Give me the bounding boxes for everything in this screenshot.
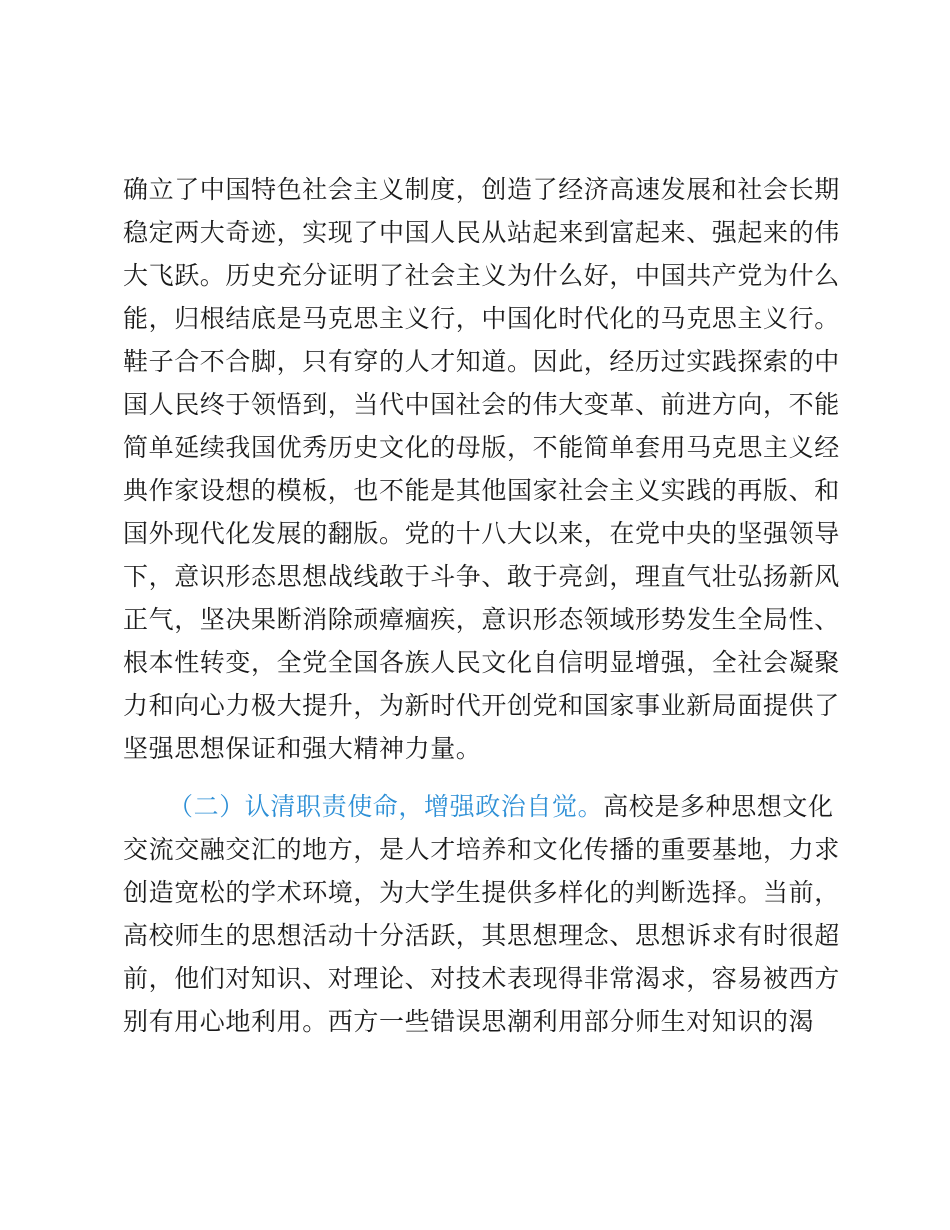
- text-line: 典作家设想的模板，也不能是其他国家社会主义实践的再版、和: [123, 476, 840, 505]
- text-segment: 高校是多种思想文化: [603, 792, 834, 821]
- text-line: 前，他们对知识、对理论、对技术表现得非常渴求，容易被西方: [123, 964, 840, 993]
- text-line: 鞋子合不合脚，只有穿的人才知道。因此，经历过实践探索的中: [123, 347, 840, 376]
- text-line: 交流交融交汇的地方，是人才培养和文化传播的重要基地，力求: [123, 835, 840, 864]
- text-line: 高校师生的思想活动十分活跃，其思想理念、思想诉求有时很超: [123, 921, 840, 950]
- text-line: 国人民终于领悟到，当代中国社会的伟大变革、前进方向，不能: [123, 390, 840, 419]
- section-heading: （二）认清职责使命，增强政治自觉。: [168, 792, 604, 821]
- text-line: 根本性转变，全党全国各族人民文化自信明显增强，全社会凝聚: [123, 648, 840, 677]
- text-line: 大飞跃。历史充分证明了社会主义为什么好，中国共产党为什么: [123, 261, 840, 290]
- text-line: 简单延续我国优秀历史文化的母版，不能简单套用马克思主义经: [123, 433, 840, 462]
- text-line: 别有用心地利用。西方一些错误思潮利用部分师生对知识的渴: [123, 1007, 815, 1036]
- text-line: 稳定两大奇迹，实现了中国人民从站起来到富起来、强起来的伟: [123, 218, 840, 247]
- text-line: 国外现代化发展的翻版。党的十八大以来，在党中央的坚强领导: [123, 519, 840, 548]
- text-line: 坚强思想保证和强大精神力量。: [123, 734, 482, 763]
- text-line: 创造宽松的学术环境，为大学生提供多样化的判断选择。当前，: [123, 878, 840, 907]
- text-line: 力和向心力极大提升，为新时代开创党和国家事业新局面提供了: [123, 691, 840, 720]
- text-line: 正气，坚决果断消除顽瘴痼疾，意识形态领域形势发生全局性、: [123, 605, 840, 634]
- paragraph-first-line: [168, 792, 834, 822]
- text-line: 确立了中国特色社会主义制度，创造了经济高速发展和社会长期: [123, 175, 840, 204]
- text-line: 能，归根结底是马克思主义行，中国化时代化的马克思主义行。: [123, 304, 840, 333]
- text-line: 下，意识形态思想战线敢于斗争、敢于亮剑，理直气壮弘扬新风: [123, 562, 840, 591]
